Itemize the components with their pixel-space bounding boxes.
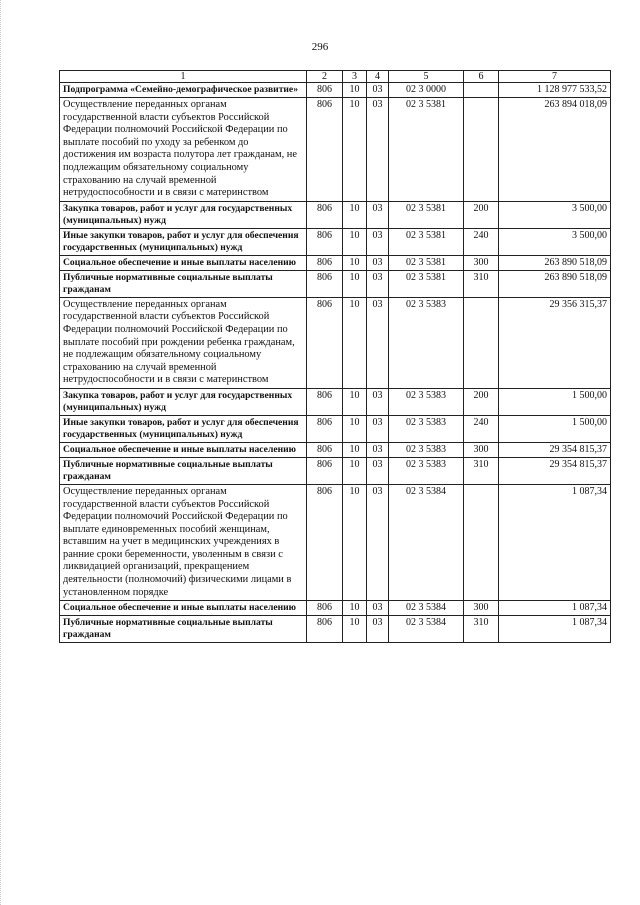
expense-type-cell <box>464 297 499 388</box>
admin-code-cell: 806 <box>307 83 343 98</box>
row-name-cell: Публичные нормативные социальные выплаты гражданам <box>60 457 307 484</box>
header-row <box>60 71 611 83</box>
expense-type-cell <box>464 484 499 600</box>
amount-cell: 3 500,00 <box>499 228 611 255</box>
row-name-cell: Закупка товаров, работ и услуг для государственных (муниципальных) нужд <box>60 388 307 415</box>
expense-type-cell: 310 <box>464 616 499 643</box>
column-header: 2 <box>307 71 343 83</box>
target-article-cell: 02 3 5381 <box>389 98 464 202</box>
section-cell: 10 <box>343 201 367 228</box>
admin-code-cell: 806 <box>307 255 343 270</box>
column-header: 4 <box>367 71 389 83</box>
admin-code-cell: 806 <box>307 270 343 297</box>
subsection-cell: 03 <box>367 415 389 442</box>
row-name-cell: Социальное обеспечение и иные выплаты населению <box>60 601 307 616</box>
expense-type-cell: 310 <box>464 270 499 297</box>
target-article-cell: 02 3 5381 <box>389 270 464 297</box>
table-row <box>60 83 611 98</box>
expense-type-cell <box>464 98 499 202</box>
table-row <box>60 228 611 255</box>
subsection-cell: 03 <box>367 201 389 228</box>
table-row <box>60 255 611 270</box>
admin-code-cell: 806 <box>307 228 343 255</box>
section-cell: 10 <box>343 228 367 255</box>
target-article-cell: 02 3 5383 <box>389 457 464 484</box>
section-cell: 10 <box>343 270 367 297</box>
row-name-cell: Иные закупки товаров, работ и услуг для обеспечения государственных (муниципальных) нужд <box>60 415 307 442</box>
admin-code-cell: 806 <box>307 297 343 388</box>
admin-code-cell: 806 <box>307 616 343 643</box>
table-row <box>60 270 611 297</box>
subsection-cell: 03 <box>367 616 389 643</box>
amount-cell: 263 894 018,09 <box>499 98 611 202</box>
row-name-cell: Социальное обеспечение и иные выплаты населению <box>60 442 307 457</box>
amount-cell: 1 128 977 533,52 <box>499 83 611 98</box>
admin-code-cell: 806 <box>307 98 343 202</box>
target-article-cell: 02 3 5384 <box>389 484 464 600</box>
page-number: 296 <box>311 41 329 53</box>
admin-code-cell: 806 <box>307 415 343 442</box>
column-header: 5 <box>389 71 464 83</box>
subsection-cell: 03 <box>367 270 389 297</box>
section-cell: 10 <box>343 98 367 202</box>
subsection-cell: 03 <box>367 83 389 98</box>
subsection-cell: 03 <box>367 255 389 270</box>
section-cell: 10 <box>343 297 367 388</box>
table-row <box>60 457 611 484</box>
row-name-cell: Подпрограмма «Семейно-демографическое развитие» <box>60 83 307 98</box>
expense-type-cell: 200 <box>464 388 499 415</box>
subsection-cell: 03 <box>367 442 389 457</box>
subsection-cell: 03 <box>367 601 389 616</box>
amount-cell: 1 500,00 <box>499 415 611 442</box>
column-header: 1 <box>60 71 307 83</box>
expense-type-cell: 300 <box>464 255 499 270</box>
admin-code-cell: 806 <box>307 442 343 457</box>
amount-cell: 29 354 815,37 <box>499 457 611 484</box>
target-article-cell: 02 3 0000 <box>389 83 464 98</box>
subsection-cell: 03 <box>367 457 389 484</box>
amount-cell: 29 356 315,37 <box>499 297 611 388</box>
target-article-cell: 02 3 5383 <box>389 388 464 415</box>
row-name-cell: Социальное обеспечение и иные выплаты населению <box>60 255 307 270</box>
table-row <box>60 201 611 228</box>
admin-code-cell: 806 <box>307 457 343 484</box>
table-row <box>60 601 611 616</box>
scan-edge <box>0 0 3 905</box>
column-header: 6 <box>464 71 499 83</box>
section-cell: 10 <box>343 255 367 270</box>
admin-code-cell: 806 <box>307 601 343 616</box>
section-cell: 10 <box>343 484 367 600</box>
target-article-cell: 02 3 5383 <box>389 297 464 388</box>
amount-cell: 1 087,34 <box>499 484 611 600</box>
row-name-cell: Осуществление переданных органам государственной власти субъектов Российской Федерации полномочий Российской Федерации по выплате пособий по уходу за ребенком до достижения им возраста полутора лет гражданам, не подлежащим обязательному социальному страхованию на случай временной нетрудоспособности и в связи с материнством <box>60 98 307 202</box>
section-cell: 10 <box>343 415 367 442</box>
subsection-cell: 03 <box>367 297 389 388</box>
amount-cell: 263 890 518,09 <box>499 270 611 297</box>
expense-type-cell: 200 <box>464 201 499 228</box>
row-name-cell: Публичные нормативные социальные выплаты гражданам <box>60 270 307 297</box>
target-article-cell: 02 3 5383 <box>389 442 464 457</box>
subsection-cell: 03 <box>367 228 389 255</box>
target-article-cell: 02 3 5381 <box>389 201 464 228</box>
admin-code-cell: 806 <box>307 484 343 600</box>
expense-type-cell: 300 <box>464 442 499 457</box>
section-cell: 10 <box>343 83 367 98</box>
section-cell: 10 <box>343 601 367 616</box>
section-cell: 10 <box>343 442 367 457</box>
table-row <box>60 297 611 388</box>
table-row <box>60 98 611 202</box>
section-cell: 10 <box>343 457 367 484</box>
table-body <box>60 83 611 643</box>
target-article-cell: 02 3 5383 <box>389 415 464 442</box>
row-name-cell: Осуществление переданных органам государственной власти субъектов Российской Федерации полномочий Российской Федерации по выплате пособий при рождении ребенка гражданам, не подлежащим обязательному социальному страхованию на случай временной нетрудоспособности и в связи с материнством <box>60 297 307 388</box>
table-row <box>60 484 611 600</box>
amount-cell: 1 087,34 <box>499 616 611 643</box>
expense-type-cell: 310 <box>464 457 499 484</box>
subsection-cell: 03 <box>367 98 389 202</box>
subsection-cell: 03 <box>367 484 389 600</box>
table-row <box>60 616 611 643</box>
subsection-cell: 03 <box>367 388 389 415</box>
column-header: 7 <box>499 71 611 83</box>
admin-code-cell: 806 <box>307 201 343 228</box>
amount-cell: 29 354 815,37 <box>499 442 611 457</box>
column-header: 3 <box>343 71 367 83</box>
budget-table-container <box>59 70 610 643</box>
row-name-cell: Осуществление переданных органам государственной власти субъектов Российской Федерации полномочий Российской Федерации по выплате единовременных пособий женщинам, вставшим на учет в медицинских учреждениях в ранние сроки беременности, уволенным в связи с ликвидацией организаций, прекращением деятельности (полномочий) физическими лицами в установленном порядке <box>60 484 307 600</box>
target-article-cell: 02 3 5381 <box>389 255 464 270</box>
budget-table <box>59 70 611 643</box>
table-row <box>60 415 611 442</box>
table-row <box>60 388 611 415</box>
table-row <box>60 442 611 457</box>
section-cell: 10 <box>343 388 367 415</box>
expense-type-cell <box>464 83 499 98</box>
row-name-cell: Закупка товаров, работ и услуг для государственных (муниципальных) нужд <box>60 201 307 228</box>
amount-cell: 3 500,00 <box>499 201 611 228</box>
amount-cell: 1 087,34 <box>499 601 611 616</box>
admin-code-cell: 806 <box>307 388 343 415</box>
expense-type-cell: 240 <box>464 228 499 255</box>
expense-type-cell: 300 <box>464 601 499 616</box>
section-cell: 10 <box>343 616 367 643</box>
amount-cell: 263 890 518,09 <box>499 255 611 270</box>
amount-cell: 1 500,00 <box>499 388 611 415</box>
target-article-cell: 02 3 5384 <box>389 601 464 616</box>
row-name-cell: Иные закупки товаров, работ и услуг для обеспечения государственных (муниципальных) нужд <box>60 228 307 255</box>
target-article-cell: 02 3 5381 <box>389 228 464 255</box>
target-article-cell: 02 3 5384 <box>389 616 464 643</box>
row-name-cell: Публичные нормативные социальные выплаты гражданам <box>60 616 307 643</box>
expense-type-cell: 240 <box>464 415 499 442</box>
